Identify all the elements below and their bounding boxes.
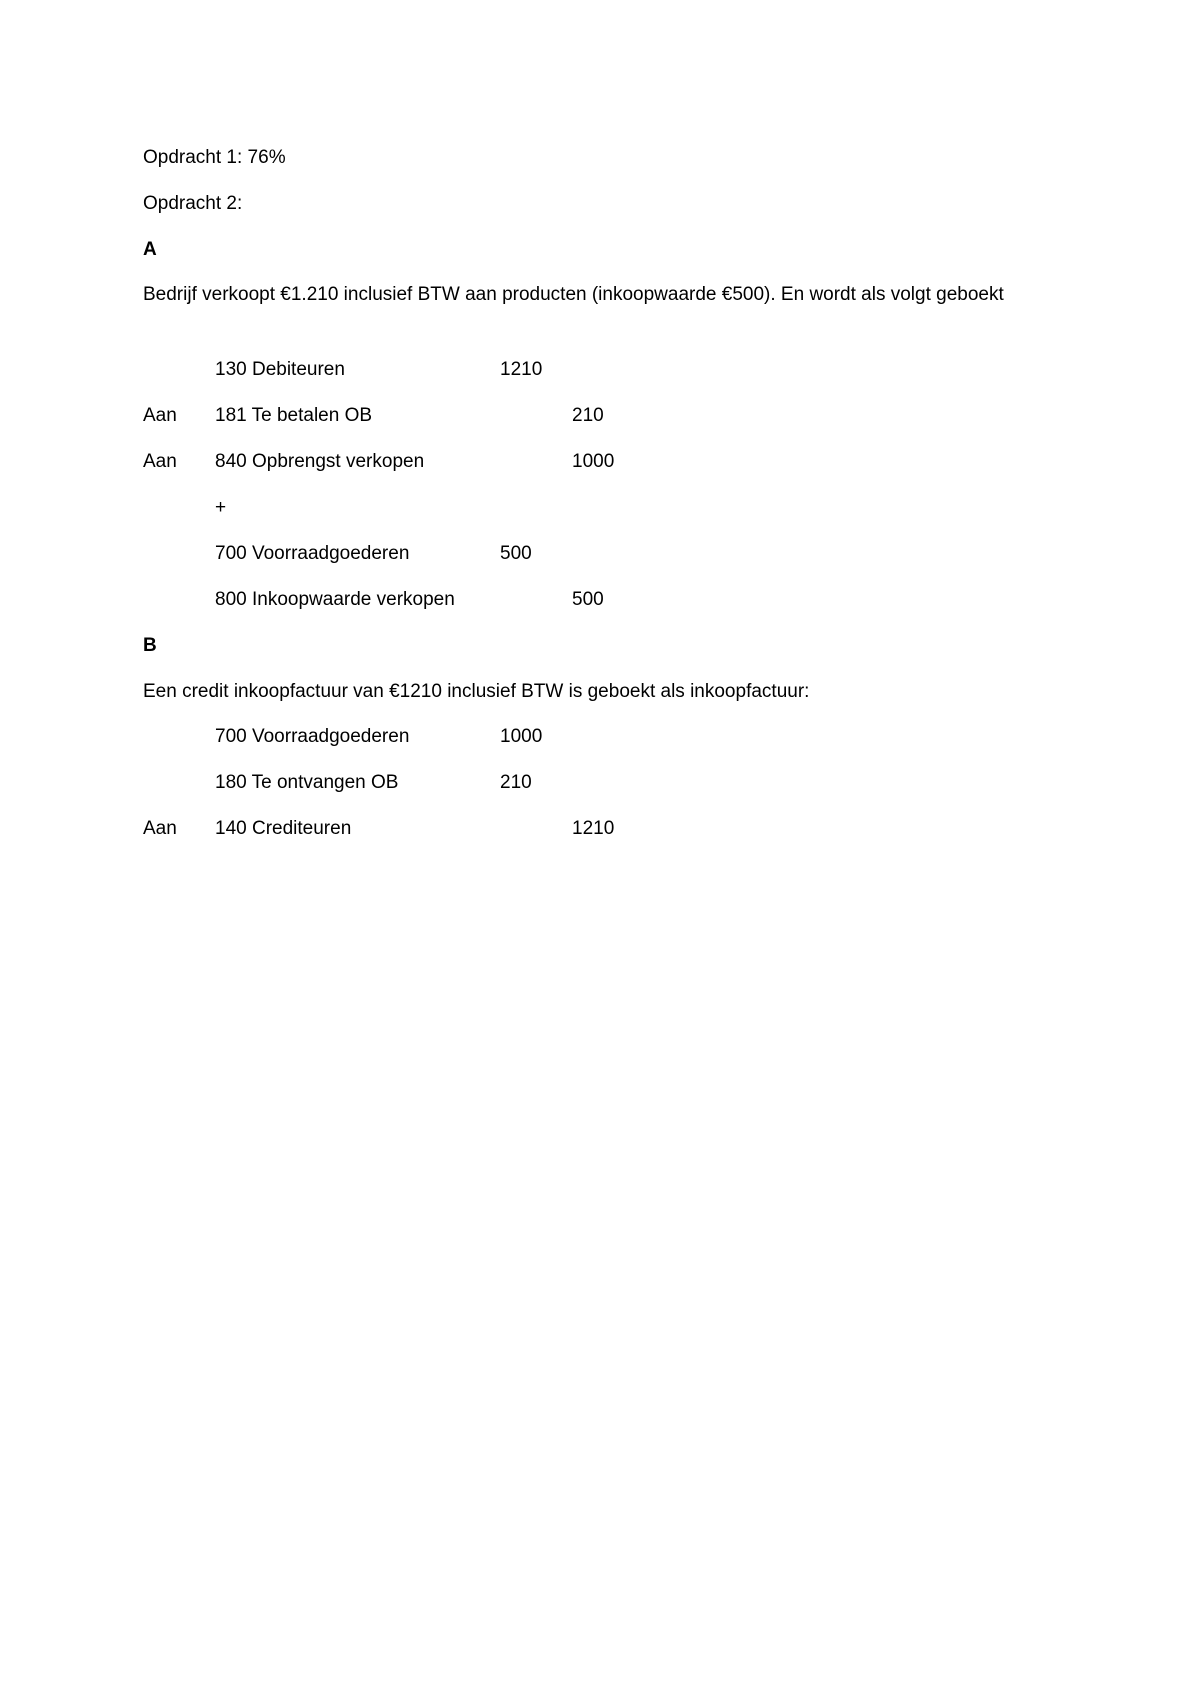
assignment-2-title: Opdracht 2: [143,193,243,214]
journal-debit: 1000 [500,726,543,747]
journal-prefix: Aan [143,818,177,839]
journal-credit: 1000 [572,451,615,472]
journal-account: 700 Voorraadgoederen [215,726,410,747]
journal-debit: 210 [500,772,532,793]
journal-credit: 210 [572,405,604,426]
journal-plus-sign: + [215,497,227,518]
journal-account: 130 Debiteuren [215,359,345,380]
journal-account: 800 Inkoopwaarde verkopen [215,589,455,610]
assignment-1-result: Opdracht 1: 76% [143,147,286,168]
journal-debit: 500 [500,543,532,564]
section-a-heading: A [143,239,157,260]
journal-account: 140 Crediteuren [215,818,352,839]
journal-debit: 1210 [500,359,543,380]
journal-prefix: Aan [143,405,177,426]
section-b-heading: B [143,635,157,656]
section-a-description: Bedrijf verkoopt €1.210 inclusief BTW aan producten (inkoopwaarde €500). En wordt als volgt geboekt [143,284,1004,305]
journal-account: 700 Voorraadgoederen [215,543,410,564]
journal-account: 840 Opbrengst verkopen [215,451,425,472]
journal-account: 181 Te betalen OB [215,405,373,426]
journal-credit: 1210 [572,818,615,839]
section-b-description: Een credit inkoopfactuur van €1210 inclusief BTW is geboekt als inkoopfactuur: [143,681,810,702]
journal-prefix: Aan [143,451,177,472]
journal-credit: 500 [572,589,604,610]
journal-account: 180 Te ontvangen OB [215,772,399,793]
